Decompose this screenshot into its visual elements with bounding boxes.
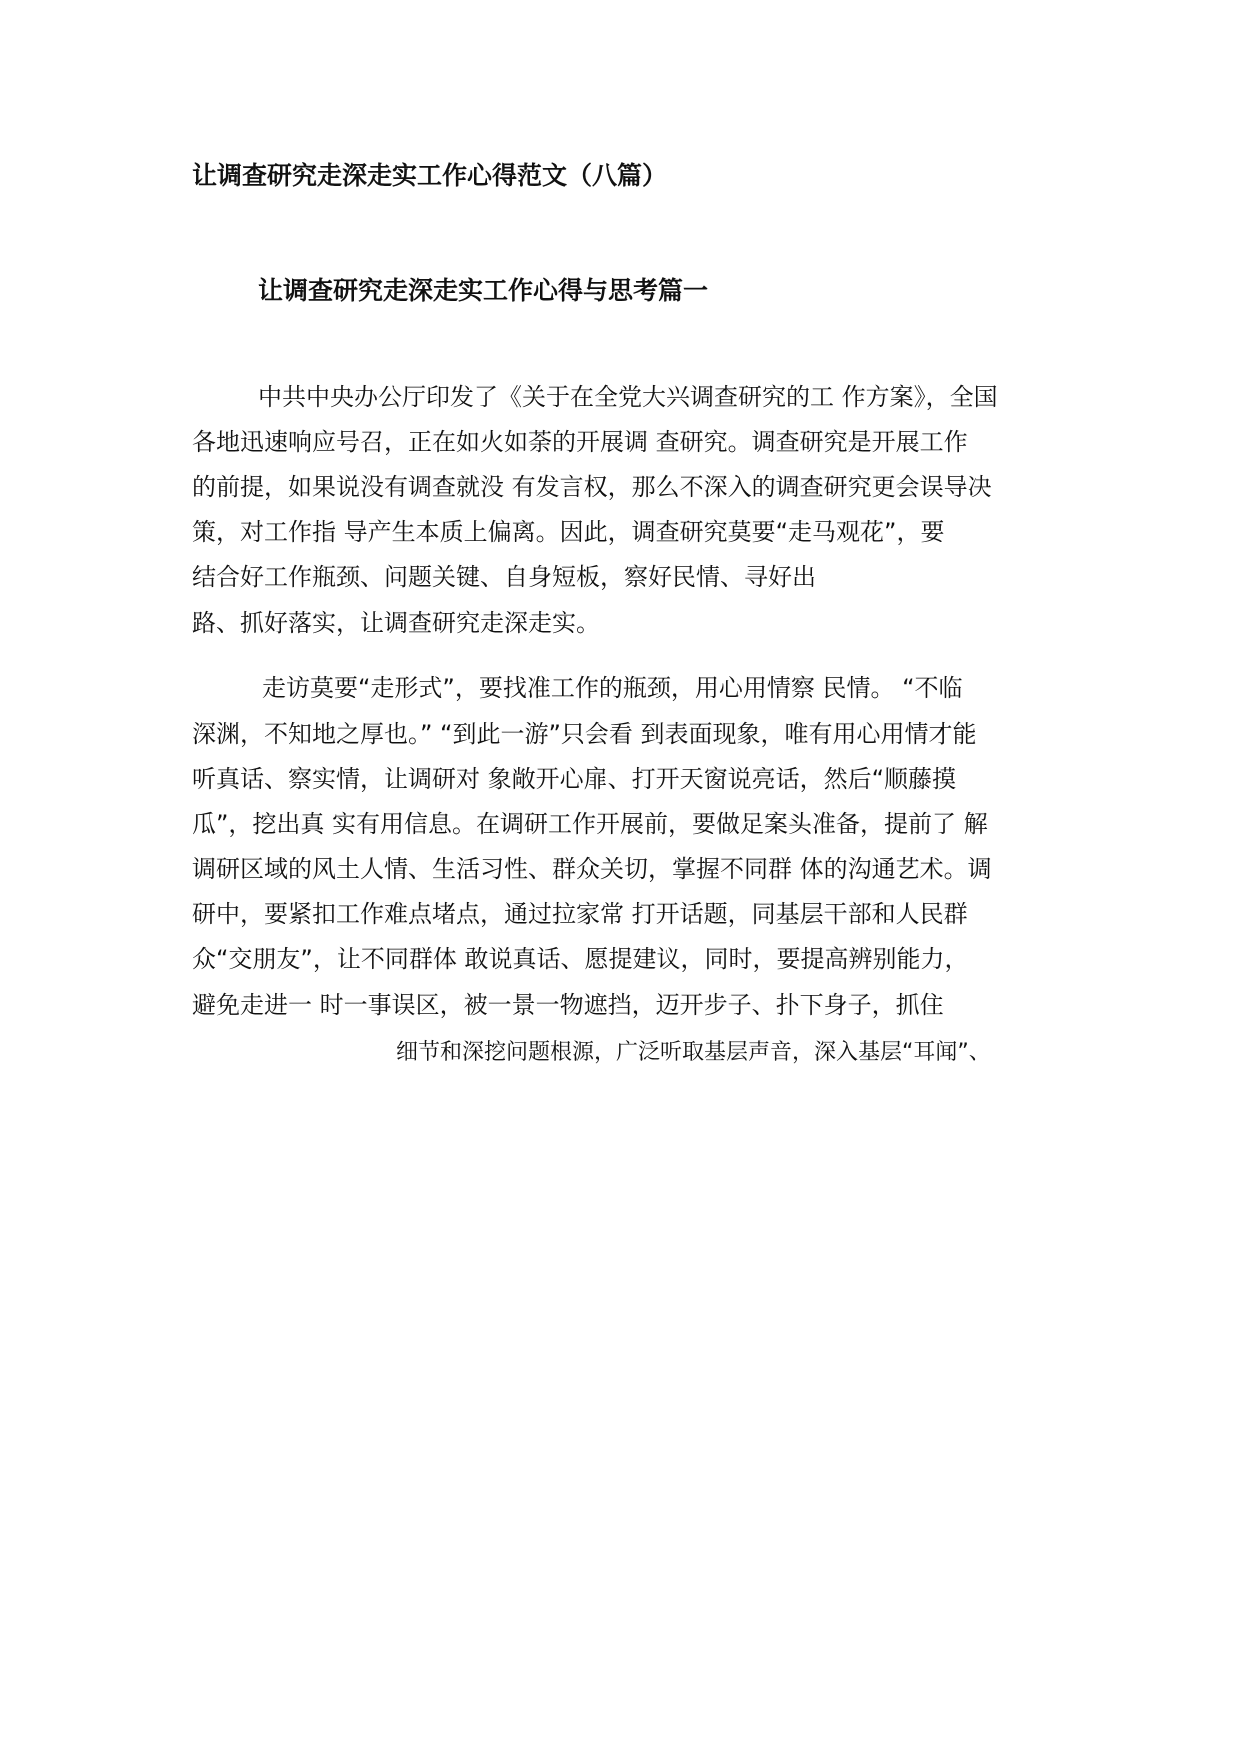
paragraph-line: 听真话、察实情，让调研对 象敞开心扉、打开天窗说亮话，然后“顺藤摸 (192, 765, 957, 793)
section-title: 让调查研究走深走实工作心得与思考篇一 (258, 276, 709, 305)
paragraph-line: 走访莫要“走形式”，要找准工作的瓶颈，用心用情察 民情。 “不临 (262, 674, 963, 702)
paragraph-line: 路、抓好落实，让调查研究走深走实。 (192, 609, 600, 637)
paragraph-line: 策，对工作指 导产生本质上偏离。因此，调查研究莫要“走马观花”，要 (192, 518, 945, 546)
paragraph-line: 瓜”，挖出真 实有用信息。在调研工作开展前，要做足案头准备，提前了 解 (192, 810, 988, 838)
paragraph-line: 各地迅速响应号召，正在如火如荼的开展调 查研究。调查研究是开展工作 (192, 428, 968, 456)
paragraph-line: 细节和深挖问题根源，广泛听取基层声音，深入基层“耳闻”、 (396, 1040, 991, 1065)
paragraph-line: 结合好工作瓶颈、问题关键、自身短板，察好民情、寻好出 (192, 563, 816, 591)
paragraph-line: 研中，要紧扣工作难点堵点，通过拉家常 打开话题，同基层干部和人民群 (192, 900, 968, 928)
document-title: 让调查研究走深走实工作心得范文（八篇） (192, 161, 668, 190)
paragraph-line: 调研区域的风土人情、生活习性、群众关切，掌握不同群 体的沟通艺术。调 (192, 855, 992, 883)
paragraph-line: 避免走进一 时一事误区，被一景一物遮挡，迈开步子、扑下身子，抓住 (192, 991, 944, 1019)
paragraph-line: 众“交朋友”，让不同群体 敢说真话、愿提建议，同时，要提高辨别能力， (192, 945, 969, 973)
paragraph-line: 的前提，如果说没有调查就没 有发言权，那么不深入的调查研究更会误导决 (192, 473, 992, 501)
paragraph-line: 中共中央办公厅印发了《关于在全党大兴调查研究的工 作方案》，全国 (258, 383, 998, 411)
paragraph-line: 深渊，不知地之厚也。” “到此一游”只会看 到表面现象，唯有用心用情才能 (192, 720, 977, 748)
